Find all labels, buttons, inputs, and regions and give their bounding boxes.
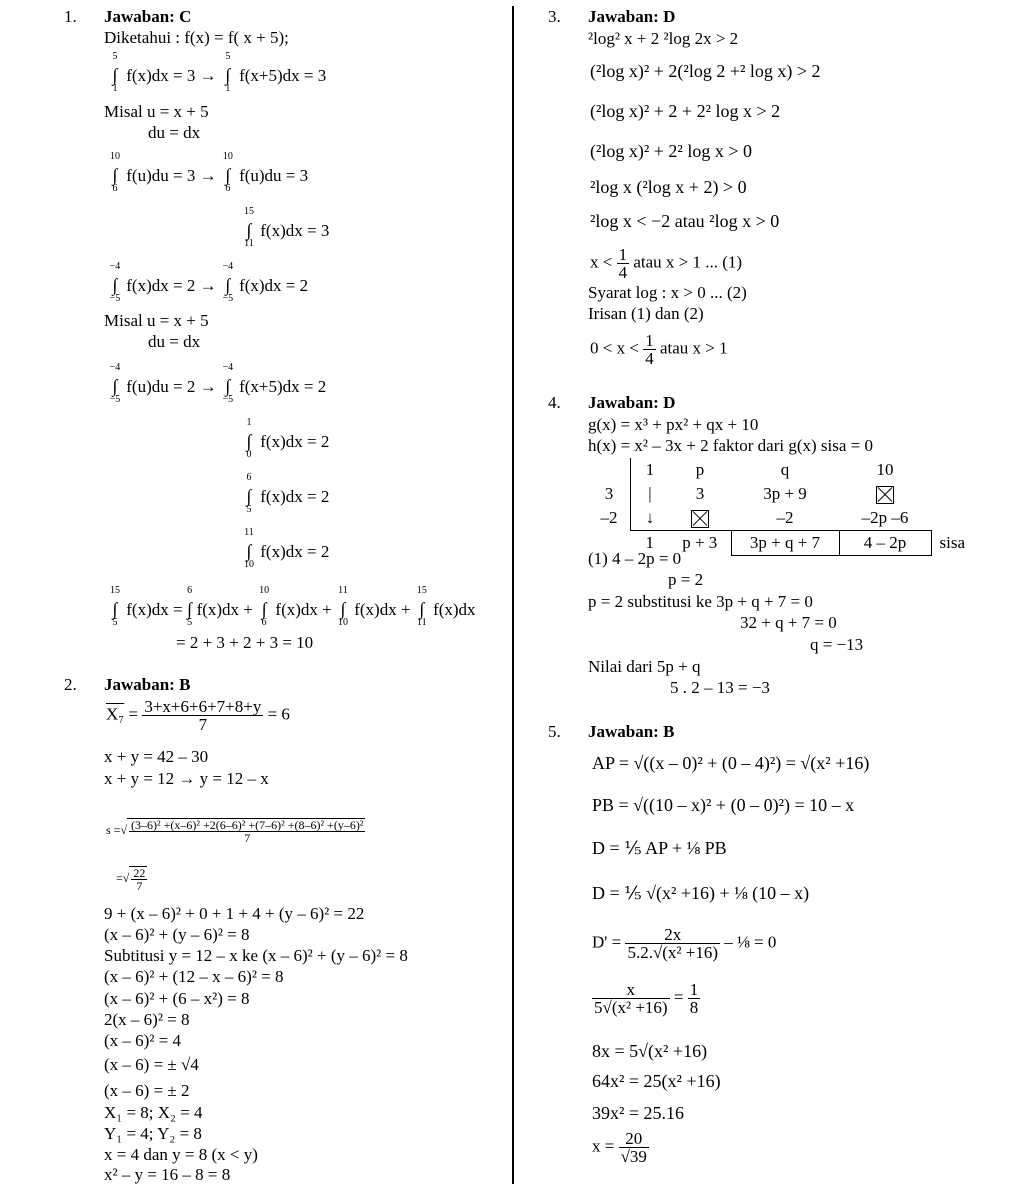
horner-row: 3 | 3 3p + 9	[588, 482, 971, 506]
q3-r3: (²log x)² + 2 + 2² log x > 2	[590, 101, 781, 121]
q1-misal2: Misal u = x + 5	[104, 311, 209, 330]
q2-number: 2.	[64, 675, 77, 694]
q1-du1: du = dx	[148, 123, 201, 142]
q3-r2: (²log x)² + 2(²log 2 +² log x) > 2	[590, 61, 821, 81]
q1-line5: −4 ∫ −5 f(u)du = 2 → −4 ∫ −5 f(x+5)dx = 2	[109, 362, 327, 405]
crossed-box-icon	[876, 486, 894, 504]
q2-s3: 9 + (x – 6)² + 0 + 1 + 4 + (y – 6)² = 22	[104, 904, 365, 923]
q2-s4: (x – 6)² + (y – 6)² = 8	[104, 925, 250, 944]
q3-r7: x < $\frac{1}{4}$ atau x > 1 ... (1)	[590, 245, 743, 282]
q5-ap: AP = √((x – 0)² + (0 – 4)²) = √(x² +16)	[592, 753, 870, 773]
q1-line2: 10 ∫ 6 f(u)du = 3 → 10 ∫ 6 f(u)du = 3	[110, 151, 309, 194]
crossed-box-icon	[691, 510, 709, 528]
q4-t6: Nilai dari 5p + q	[588, 657, 701, 676]
q3-r9: Irisan (1) dan (2)	[588, 304, 704, 323]
q2-s14: x = 4 dan y = 8 (x < y)	[104, 1145, 258, 1164]
q1-line6: 1 ∫ 0 f(x)dx = 2	[246, 417, 330, 460]
q4-t5: q = −13	[810, 635, 864, 654]
horner-row: 1 p + 3 3p + q + 7 4 – 2p sisa	[588, 531, 971, 556]
q5-e5: x = $\frac{20}{√39}$	[592, 1129, 647, 1166]
q4-t1: (1) 4 – 2p = 0	[588, 549, 682, 568]
q1-given: Diketahui : f(x) = f( x + 5);	[104, 28, 289, 47]
integral-sign: 5 ∫ 1	[225, 51, 231, 94]
q2-s11: (x – 6) = ± 2	[104, 1081, 190, 1100]
q1-misal1: Misal u = x + 5	[104, 102, 209, 121]
q1-line7: 6 ∫ 5 f(x)dx = 2	[246, 472, 330, 515]
q2-s8: 2(x – 6)² = 8	[104, 1010, 190, 1029]
q4-t3: p = 2 substitusi ke 3p + q + 7 = 0	[588, 592, 813, 611]
q4-number: 4.	[548, 393, 561, 412]
horner-row: –2 ↓ –2 –2p –6	[588, 506, 971, 531]
q1-line8: 11 ∫ 10 f(x)dx = 2	[244, 527, 330, 570]
q2-s15: x² – y = 16 – 8 = 8	[104, 1165, 231, 1184]
q3-answer: Jawaban: D	[588, 7, 676, 26]
q1-total: = 2 + 3 + 2 + 3 = 10	[176, 633, 314, 652]
q4-t4: 32 + q + 7 = 0	[740, 613, 837, 632]
q3-r8: Syarat log : x > 0 ... (2)	[588, 283, 747, 302]
q5-d2: D = ⅕ √(x² +16) + ⅛ (10 – x)	[592, 883, 810, 903]
q2-s9: (x – 6)² = 4	[104, 1031, 182, 1050]
q2-s5: Subtitusi y = 12 – x ke (x – 6)² + (y – 6)² = 8	[104, 946, 408, 965]
q1-line4: −4 ∫ −5 f(x)dx = 2 → −4 ∫ −5 f(x)dx = 2	[109, 261, 309, 304]
column-divider	[512, 6, 514, 1184]
q1-sum: 15 ∫ 5 f(x)dx = 6 ∫ 5 f(x)dx + 10 ∫ 6 f(x)dx + 11 ∫ 10 f(x)dx + 15 ∫ 11 f(x)dx	[110, 585, 476, 628]
q4-t2: p = 2	[668, 570, 704, 589]
q5-d1: D = ⅕ AP + ⅛ PB	[592, 838, 727, 858]
q2-s10: (x – 6) = ± √4	[104, 1055, 199, 1074]
q2-s12: X₁ = 8; X₂ = 4	[104, 1103, 203, 1122]
q4-t7: 5 . 2 – 13 = −3	[670, 678, 770, 697]
horner-row: 1 p q 10	[588, 458, 971, 482]
q2-mean: X₇ = $\frac{3+x+6+6+7+8+y}{7}$ = 6	[106, 697, 290, 734]
q5-pb: PB = √((10 – x)² + (0 – 0)²) = 10 – x	[592, 795, 855, 815]
integral-sign: 5 ∫ 1	[112, 51, 118, 94]
q5-dprime: D' = $\frac{2x}{\text{5.2.√(x² +16)}}$ – ⅛ = 0	[592, 925, 777, 962]
q4-answer: Jawaban: D	[588, 393, 676, 412]
q1-answer: Jawaban: C	[104, 7, 192, 26]
q3-r6: ²log x < −2 atau ²log x > 0	[590, 211, 780, 231]
q2-s1: x + y = 42 – 30	[104, 747, 209, 766]
q3-r5: ²log x (²log x + 2) > 0	[590, 177, 747, 197]
horner-table	[588, 458, 971, 556]
q5-answer: Jawaban: B	[588, 722, 675, 741]
q5-e2: 8x = 5√(x² +16)	[592, 1041, 708, 1061]
q1-line1-left: 5 ∫ 1 f(x)dx = 3 → 5 ∫ 1 f(x+5)dx = 3	[108, 66, 326, 84]
q5-number: 5.	[548, 722, 561, 741]
q1-number: 1.	[64, 7, 77, 26]
q2-s6: (x – 6)² + (12 – x – 6)² = 8	[104, 967, 284, 986]
q2-sd: s =√ $\frac{\text{(3–6)² +(x–6)² +2(6–6)² +(7–6)² +(8–6)² +(y–6)²}}{7}$	[106, 818, 364, 845]
q2-s7: (x – 6)² + (6 – x²) = 8	[104, 989, 250, 1008]
q2-s2: x + y = 12 → y = 12 – x	[104, 769, 269, 788]
q5-e4: 39x² = 25.16	[592, 1103, 685, 1123]
q3-r4: (²log x)² + 2² log x > 0	[590, 141, 752, 161]
q4-h: h(x) = x² – 3x + 2 faktor dari g(x) sisa = 0	[588, 436, 874, 455]
q3-r1: ²log² x + 2 ²log 2x > 2	[588, 29, 739, 48]
q5-eq1: $\frac{x}{\text{5√(x² +16)}}$ = $\frac{1}{8}$	[594, 980, 699, 1017]
q1-du2: du = dx	[148, 332, 201, 351]
q5-e3: 64x² = 25(x² +16)	[592, 1071, 721, 1091]
q2-sd2: =√ $\frac{22}{7}$	[116, 866, 146, 893]
q1-line3: 15 ∫ 11 f(x)dx = 3	[244, 206, 330, 249]
q2-answer: Jawaban: B	[104, 675, 191, 694]
q2-s13: Y₁ = 4; Y₂ = 8	[104, 1124, 202, 1143]
q3-number: 3.	[548, 7, 561, 26]
q3-r10: 0 < x < $\frac{1}{4}$ atau x > 1	[590, 331, 728, 368]
q4-g: g(x) = x³ + px² + qx + 10	[588, 415, 759, 434]
